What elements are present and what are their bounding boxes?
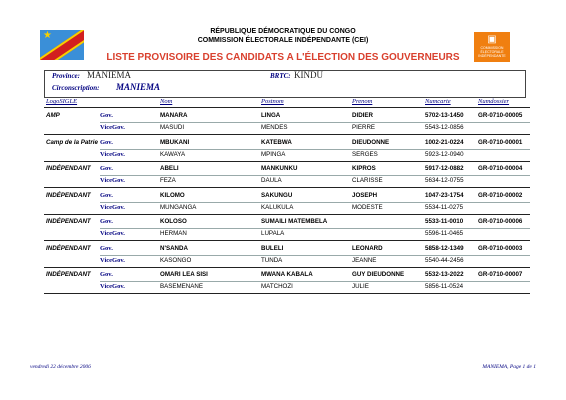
ballot-box-icon: ▣ bbox=[487, 34, 497, 45]
country-name: RÉPUBLIQUE DÉMOCRATIQUE DU CONGO bbox=[210, 28, 356, 35]
governor-postnom: BULELI bbox=[261, 244, 284, 252]
vice-governor-postnom: LUPALA bbox=[261, 230, 285, 237]
governor-prenom: JOSEPH bbox=[352, 191, 378, 199]
vice-governor-prenom: JULIE bbox=[352, 283, 369, 290]
governor-postnom: LINGA bbox=[261, 112, 281, 119]
col-header-nom: Nom bbox=[160, 98, 173, 105]
governor-prenom: DIEUDONNE bbox=[352, 138, 390, 146]
governor-role-label: Gov. bbox=[100, 218, 113, 225]
dossier-number: GR-0710-00002 bbox=[478, 191, 523, 199]
governor-prenom: GUY DIEUDONNE bbox=[352, 271, 405, 278]
vice-governor-nom: MASUDI bbox=[160, 124, 185, 131]
dossier-number: GR-0710-00005 bbox=[478, 112, 523, 119]
row-divider bbox=[100, 228, 530, 229]
governor-prenom: LEONARD bbox=[352, 244, 383, 252]
vice-governor-numcarte: 5534-11-0275 bbox=[425, 203, 464, 211]
commission-name: COMMISSION ÉLECTORALE INDÉPENDANTE (CEI) bbox=[197, 37, 369, 44]
party-name: AMP bbox=[46, 112, 60, 119]
vice-governor-role-label: ViceGov. bbox=[100, 256, 125, 264]
vice-governor-numcarte: 5923-12-0940 bbox=[425, 150, 464, 158]
vice-governor-role-label: ViceGov. bbox=[100, 203, 125, 211]
col-header-logo-sigle: LogoSIGLE bbox=[46, 98, 78, 105]
vice-governor-prenom: JEANNE bbox=[352, 256, 377, 264]
governor-numcarte: 5532-13-2022 bbox=[425, 271, 464, 278]
party-name: INDÉPENDANT bbox=[46, 165, 91, 172]
province-value: MANIEMA bbox=[87, 70, 131, 80]
vice-governor-postnom: MATCHOZI bbox=[261, 283, 293, 290]
governor-role-label: Gov. bbox=[100, 138, 113, 146]
vice-governor-postnom: TUNDA bbox=[261, 256, 283, 264]
vice-governor-nom: FEZA bbox=[160, 177, 176, 184]
vice-governor-numcarte: 5596-11-0465 bbox=[425, 230, 464, 237]
governor-numcarte: 5917-12-0882 bbox=[425, 165, 464, 172]
col-header-numcarte: Numcarte bbox=[425, 98, 451, 105]
row-separator bbox=[44, 240, 530, 241]
vice-governor-role-label: ViceGov. bbox=[100, 230, 125, 237]
governor-nom: KILOMO bbox=[160, 191, 185, 199]
row-separator bbox=[44, 267, 530, 268]
party-name: INDÉPENDANT bbox=[46, 244, 91, 252]
governor-numcarte: 5702-13-1450 bbox=[425, 112, 464, 119]
vice-governor-numcarte: 5543-12-0856 bbox=[425, 124, 464, 131]
dossier-number: GR-0710-00006 bbox=[478, 218, 523, 225]
party-name: Camp de la Patrie bbox=[46, 138, 98, 146]
governor-nom: MANARA bbox=[160, 112, 188, 119]
governor-role-label: Gov. bbox=[100, 191, 113, 199]
governor-postnom: MWANA KABALA bbox=[261, 271, 313, 278]
circonscription-value: MANIEMA bbox=[116, 82, 161, 92]
governor-role-label: Gov. bbox=[100, 244, 113, 252]
vice-governor-role-label: ViceGov. bbox=[100, 283, 125, 290]
governor-numcarte: 5533-11-0010 bbox=[425, 218, 464, 225]
row-separator bbox=[44, 293, 530, 294]
col-header-prenom: Prenom bbox=[352, 98, 373, 105]
dossier-number: GR-0710-00007 bbox=[478, 271, 523, 278]
vice-governor-prenom: SERGES bbox=[352, 150, 378, 158]
governor-numcarte: 1002-21-0224 bbox=[425, 138, 464, 146]
vice-governor-nom: MUNGANGA bbox=[160, 203, 197, 211]
governor-role-label: Gov. bbox=[100, 271, 113, 278]
province-label: Province: bbox=[52, 72, 80, 80]
footer-page: MANIEMA, Page 1 de 1 bbox=[482, 364, 536, 370]
brtc-label: BRTC: bbox=[270, 72, 291, 80]
vice-governor-role-label: ViceGov. bbox=[100, 177, 125, 184]
governor-postnom: SUMAILI MATEMBELA bbox=[261, 218, 328, 225]
vice-governor-postnom: DAULA bbox=[261, 177, 282, 184]
governor-nom: KOLOSO bbox=[160, 218, 187, 225]
header-divider bbox=[44, 107, 530, 108]
vice-governor-numcarte: 5540-44-2456 bbox=[425, 256, 464, 264]
governor-role-label: Gov. bbox=[100, 112, 113, 119]
logo-text: COMMISSION ÉLECTORALE INDÉPENDANTE bbox=[478, 46, 506, 58]
governor-nom: OMARI LEA SISI bbox=[160, 271, 208, 278]
row-divider bbox=[100, 202, 530, 203]
governor-nom: ABELI bbox=[160, 165, 179, 172]
row-separator bbox=[44, 214, 530, 215]
governor-nom: N'SANDA bbox=[160, 244, 188, 252]
dossier-number: GR-0710-00004 bbox=[478, 165, 523, 172]
col-header-numdossier: Numdossier bbox=[478, 98, 510, 105]
dossier-number: GR-0710-00003 bbox=[478, 244, 523, 252]
governor-numcarte: 1047-23-1754 bbox=[425, 191, 464, 199]
governor-prenom: DIDIER bbox=[352, 112, 373, 119]
col-header-postnom: Postnom bbox=[261, 98, 284, 105]
vice-governor-postnom: MPINGA bbox=[261, 150, 286, 158]
vice-governor-numcarte: 5634-12-0755 bbox=[425, 177, 464, 184]
vice-governor-numcarte: 5856-11-0524 bbox=[425, 283, 464, 290]
row-divider bbox=[100, 122, 530, 123]
vice-governor-role-label: ViceGov. bbox=[100, 124, 125, 131]
vice-governor-nom: KAWAYA bbox=[160, 150, 186, 158]
governor-numcarte: 5858-12-1349 bbox=[425, 244, 464, 252]
governor-nom: MBUKANI bbox=[160, 138, 190, 146]
row-separator bbox=[44, 161, 530, 162]
vice-governor-postnom: KALUKULA bbox=[261, 203, 294, 211]
governor-prenom: KIPROS bbox=[352, 165, 376, 172]
vice-governor-nom: HERMAN bbox=[160, 230, 187, 237]
vice-governor-prenom: CLARISSE bbox=[352, 177, 383, 184]
governor-postnom: KATEBWA bbox=[261, 138, 292, 146]
row-divider bbox=[100, 255, 530, 256]
governor-postnom: MANKUNKU bbox=[261, 165, 298, 172]
row-divider bbox=[100, 149, 530, 150]
vice-governor-role-label: ViceGov. bbox=[100, 150, 125, 158]
brtc-value: KINDU bbox=[294, 70, 323, 80]
party-name: INDÉPENDANT bbox=[46, 218, 91, 225]
governor-postnom: SAKUNGU bbox=[261, 191, 293, 199]
vice-governor-prenom: MODESTE bbox=[352, 203, 383, 211]
footer-date: vendredi 22 décembre 2006 bbox=[30, 364, 91, 370]
party-name: INDÉPENDANT bbox=[46, 191, 91, 199]
governor-role-label: Gov. bbox=[100, 165, 113, 172]
row-separator bbox=[44, 187, 530, 188]
row-separator bbox=[44, 134, 530, 135]
vice-governor-nom: BASEMENANE bbox=[160, 283, 203, 290]
party-name: INDÉPENDANT bbox=[46, 271, 91, 278]
drc-flag-icon: ★ bbox=[40, 30, 84, 60]
circonscription-label: Circonscription: bbox=[52, 84, 100, 92]
vice-governor-postnom: MENDES bbox=[261, 124, 288, 131]
vice-governor-nom: KASONGO bbox=[160, 256, 192, 264]
cei-logo bbox=[474, 32, 510, 62]
dossier-number: GR-0710-00001 bbox=[478, 138, 523, 146]
vice-governor-prenom: PIERRE bbox=[352, 124, 376, 131]
page-title: LISTE PROVISOIRE DES CANDIDATS A L'ÉLECTION DES GOUVERNEURS bbox=[106, 52, 460, 63]
row-divider bbox=[100, 175, 530, 176]
row-divider bbox=[100, 281, 530, 282]
